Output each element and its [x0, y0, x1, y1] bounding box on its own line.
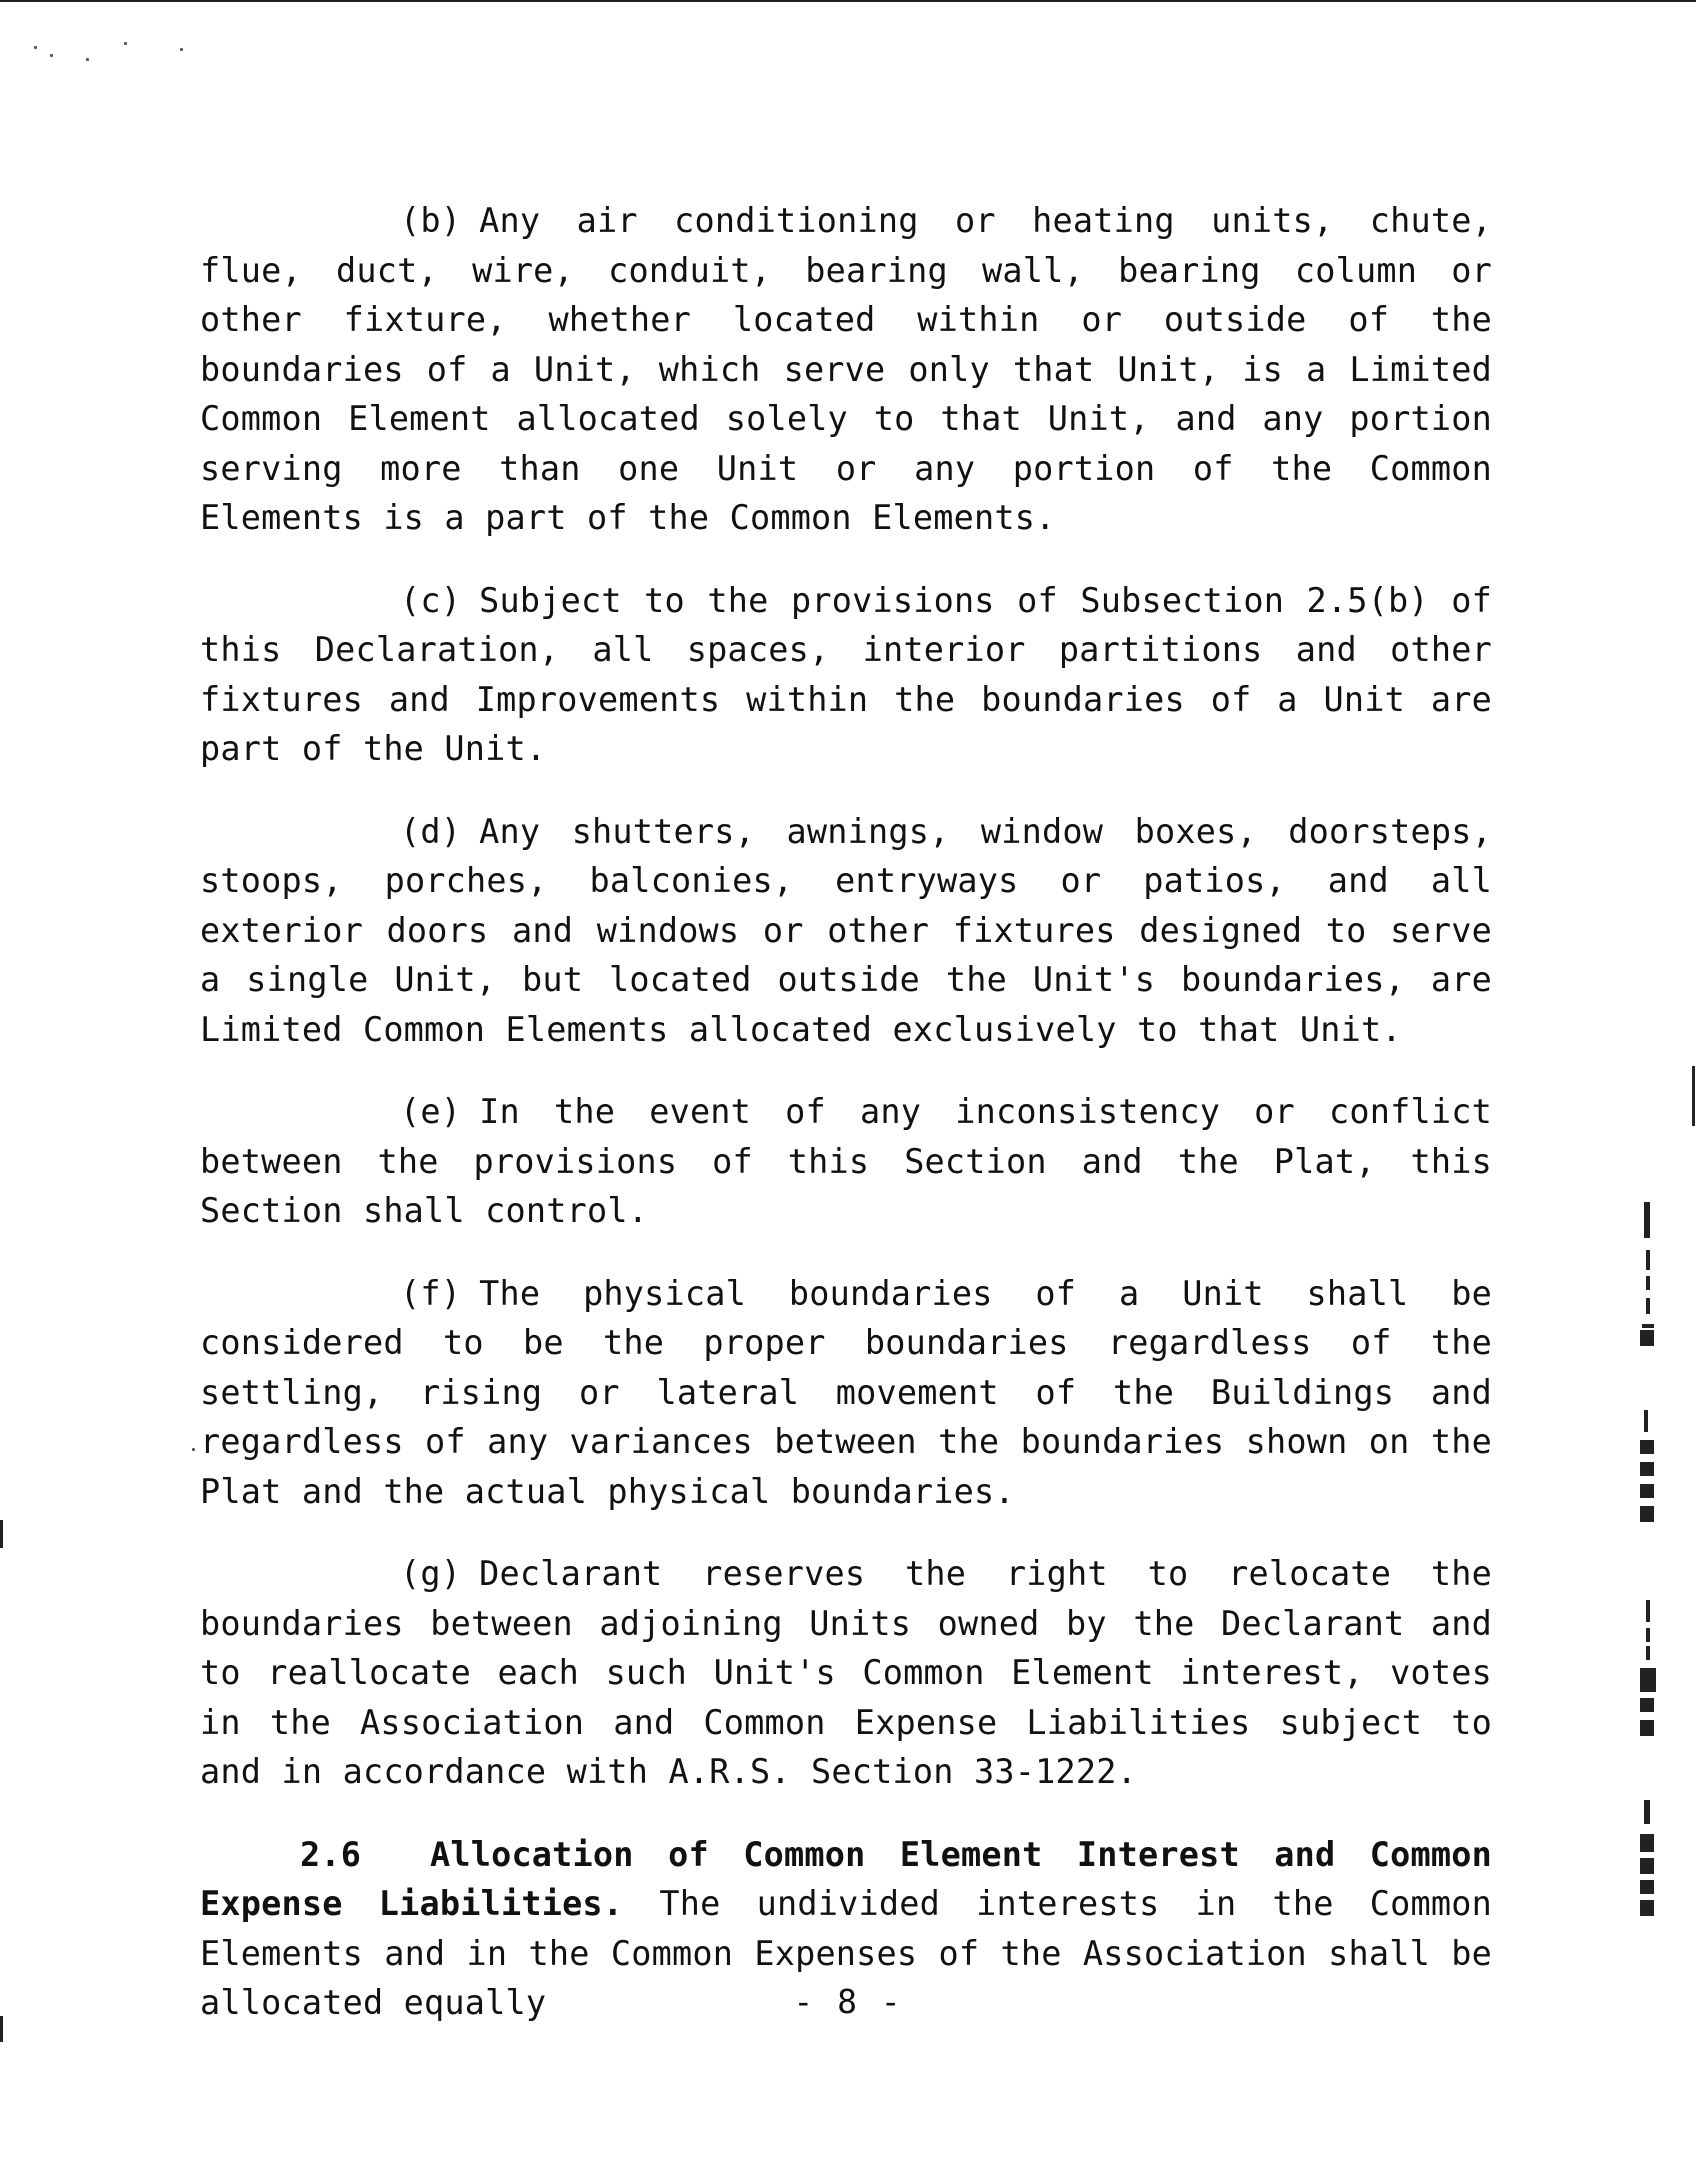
paragraph-f — [200, 1269, 1492, 1517]
section-text: The undivided interests in the Common Elements and in the Common Expenses of the Association shall be allocated equally — [200, 1884, 1492, 2022]
paragraph-text: Declarant reserves the right to relocate the boundaries between adjoining Units owned by the Declarant and to reallocate each such Unit's Common Element interest, votes in the Association and Common Expense Liabilities subject to and in accordance with A.R.S. Section 33-1222. — [200, 1554, 1492, 1791]
paragraph-text: Subject to the provisions of Subsection 2.5(b) of this Declaration, all spaces, interior partitions and other fixtures and Improvements within the boundaries of a Unit are part of the Unit. — [200, 580, 1492, 768]
section-number: 2.6 — [300, 1834, 362, 1874]
paragraph-text: The physical boundaries of a Unit shall be considered to be the proper boundaries regardless of the settling, rising or lateral movement of the Buildings and regardless of any variances between the boundaries shown on the Plat and the actual physical boundaries. — [200, 1273, 1492, 1511]
scan-speck — [180, 48, 183, 51]
paragraph-e — [200, 1087, 1492, 1236]
scan-edge-mark — [1692, 1066, 1695, 1126]
paragraph-text: In the event of any inconsistency or conflict between the provisions of this Section and the Plat, this Section shall control. — [200, 1092, 1492, 1230]
scan-top-edge — [0, 0, 1696, 2]
paragraph-text: Any air conditioning or heating units, chute, flue, duct, wire, conduit, bearing wall, bearing column or other fixture, whether located within or outside of the boundaries of a Unit, which serve only that Unit, is a Limited Common Element allocated solely to that Unit, and any portion serving more than one Unit or any portion of the Common Elements is a part of the Common Elements. — [200, 201, 1492, 537]
scan-speck — [50, 54, 53, 57]
recording-stamp-image — [1632, 1180, 1672, 1980]
paragraph-label: (c) — [400, 580, 462, 620]
page-number: - 8 - — [793, 1982, 903, 2021]
paragraph-label: (b) — [400, 201, 462, 240]
paragraph-label: (g) — [400, 1554, 462, 1593]
document-body — [200, 196, 1492, 2061]
paragraph-label: (f) — [400, 1273, 462, 1313]
paragraph-label: (d) — [400, 811, 462, 851]
scan-speck — [124, 42, 127, 45]
paragraph-g — [200, 1549, 1492, 1797]
paragraph-c — [200, 576, 1492, 774]
paragraph-b — [200, 196, 1492, 543]
scan-speck — [86, 58, 89, 61]
scan-edge-mark — [0, 1520, 3, 1548]
scan-speck — [192, 1448, 195, 1451]
paragraph-d — [200, 807, 1492, 1055]
paragraph-label: (e) — [400, 1092, 462, 1131]
scan-speck — [34, 46, 37, 49]
paragraph-text: Any shutters, awnings, window boxes, doorsteps, stoops, porches, balconies, entryways or patios, and all exterior doors and windows or other fixtures designed to serve a single Unit, but located outside the Unit's boundaries, are Limited Common Elements allocated exclusively to that Unit. — [200, 811, 1492, 1049]
section-heading: Allocation of Common Element Interest and Common Expense Liabilities. — [200, 1834, 1492, 1923]
